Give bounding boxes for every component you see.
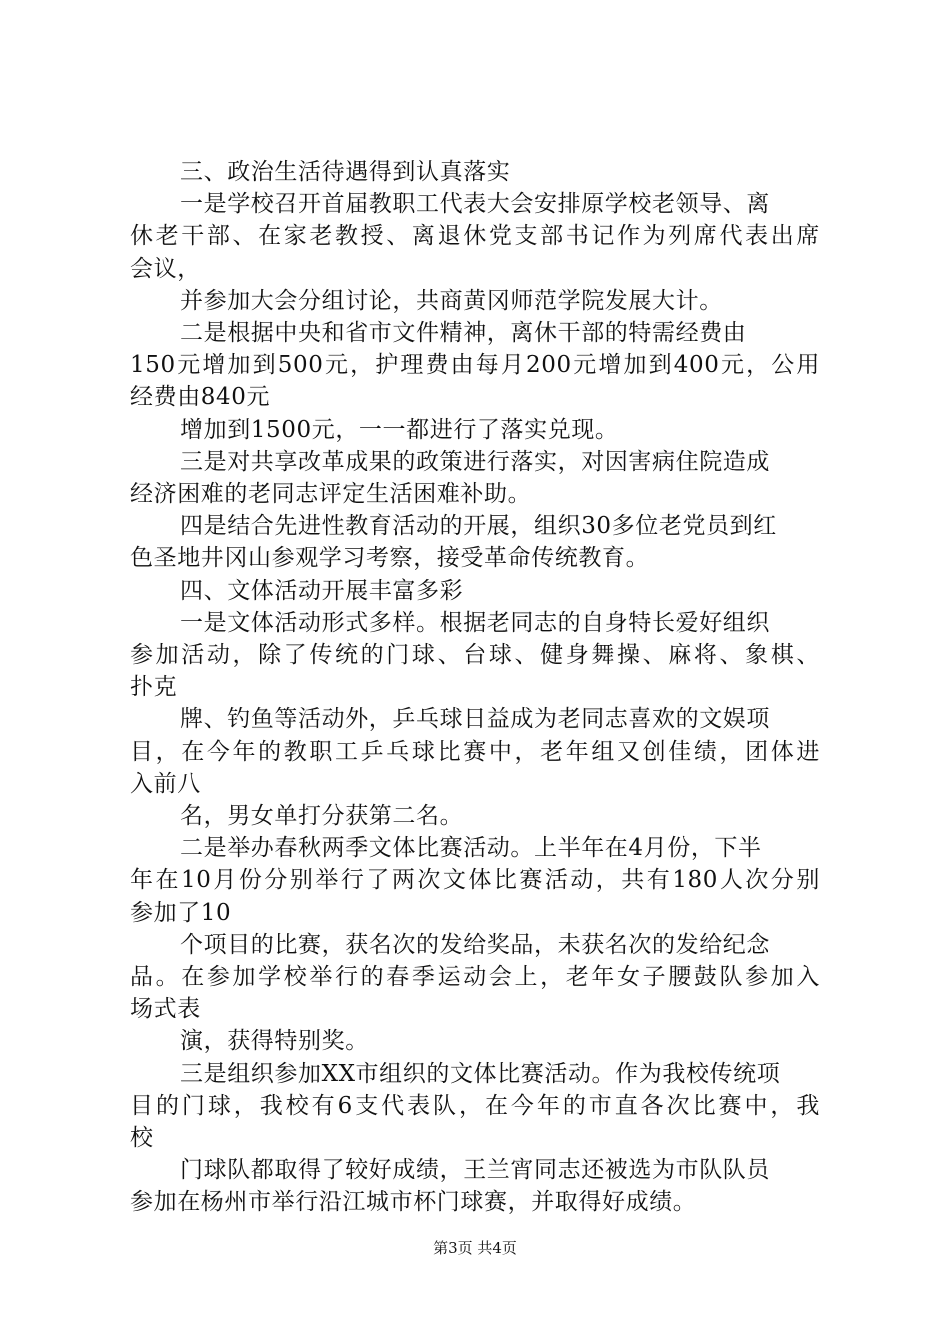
paragraph-line: 经费由840元 xyxy=(130,384,271,410)
page-footer: 第3页 共4页 xyxy=(433,1239,517,1257)
paragraph-line: 参加了10 xyxy=(130,900,232,926)
paragraph-line: 三是组织参加XX市组织的文体比赛活动。作为我校传统项 xyxy=(180,1061,781,1087)
section-heading: 四、文体活动开展丰富多彩 xyxy=(180,578,464,604)
paragraph-line: 目的门球，我校有6支代表队，在今年的市直各次比赛中，我 xyxy=(130,1093,820,1119)
paragraph-line: 扑克 xyxy=(130,674,178,700)
paragraph-line: 一是文体活动形式多样。根据老同志的自身特长爱好组织 xyxy=(180,610,770,636)
paragraph-line: 增加到1500元，一一都进行了落实兑现。 xyxy=(180,417,619,443)
paragraph-line: 名，男女单打分获第二名。 xyxy=(180,803,464,829)
paragraph-line: 经济困难的老同志评定生活困难补助。 xyxy=(130,481,532,507)
paragraph-line: 参加在杨州市举行沿江城市杯门球赛，并取得好成绩。 xyxy=(130,1189,697,1215)
paragraph-line: 门球队都取得了较好成绩，王兰宵同志还被选为市队队员 xyxy=(180,1157,770,1183)
paragraph-line: 牌、钓鱼等活动外，乒乓球日益成为老同志喜欢的文娱项 xyxy=(180,706,770,732)
paragraph-line: 个项目的比赛，获名次的发给奖品，未获名次的发给纪念 xyxy=(180,932,770,958)
paragraph-line: 三是对共享改革成果的政策进行落实，对因害病住院造成 xyxy=(180,449,770,475)
paragraph-line: 入前八 xyxy=(130,771,201,797)
section-heading: 三、政治生活待遇得到认真落实 xyxy=(180,159,511,185)
paragraph-line: 二是举办春秋两季文体比赛活动。上半年在4月份，下半 xyxy=(180,835,762,861)
paragraph-line: 演，获得特别奖。 xyxy=(180,1028,369,1054)
paragraph-line: 二是根据中央和省市文件精神，离休干部的特需经费由 xyxy=(180,320,747,346)
paragraph-line: 品。在参加学校举行的春季运动会上，老年女子腰鼓队参加入 xyxy=(130,964,820,990)
paragraph-line: 色圣地井冈山参观学习考察，接受革命传统教育。 xyxy=(130,545,650,571)
paragraph-line: 150元增加到500元，护理费由每月200元增加到400元，公用 xyxy=(130,352,820,378)
paragraph-line: 目，在今年的教职工乒乓球比赛中，老年组又创佳绩，团体进 xyxy=(130,739,820,765)
paragraph-line: 场式表 xyxy=(130,996,201,1022)
paragraph-line: 四是结合先进性教育活动的开展，组织30多位老党员到红 xyxy=(180,513,777,539)
paragraph-line: 校 xyxy=(130,1125,154,1151)
paragraph-line: 参加活动，除了传统的门球、台球、健身舞操、麻将、象棋、 xyxy=(130,642,820,668)
paragraph-line: 会议， xyxy=(130,256,201,282)
paragraph-line: 休老干部、在家老教授、离退休党支部书记作为列席代表出席 xyxy=(130,223,820,249)
paragraph-line: 并参加大会分组讨论，共商黄冈师范学院发展大计。 xyxy=(180,288,723,314)
paragraph-line: 年在10月份分别举行了两次文体比赛活动，共有180人次分别 xyxy=(130,867,820,893)
paragraph-line: 一是学校召开首届教职工代表大会安排原学校老领导、离 xyxy=(180,191,770,217)
